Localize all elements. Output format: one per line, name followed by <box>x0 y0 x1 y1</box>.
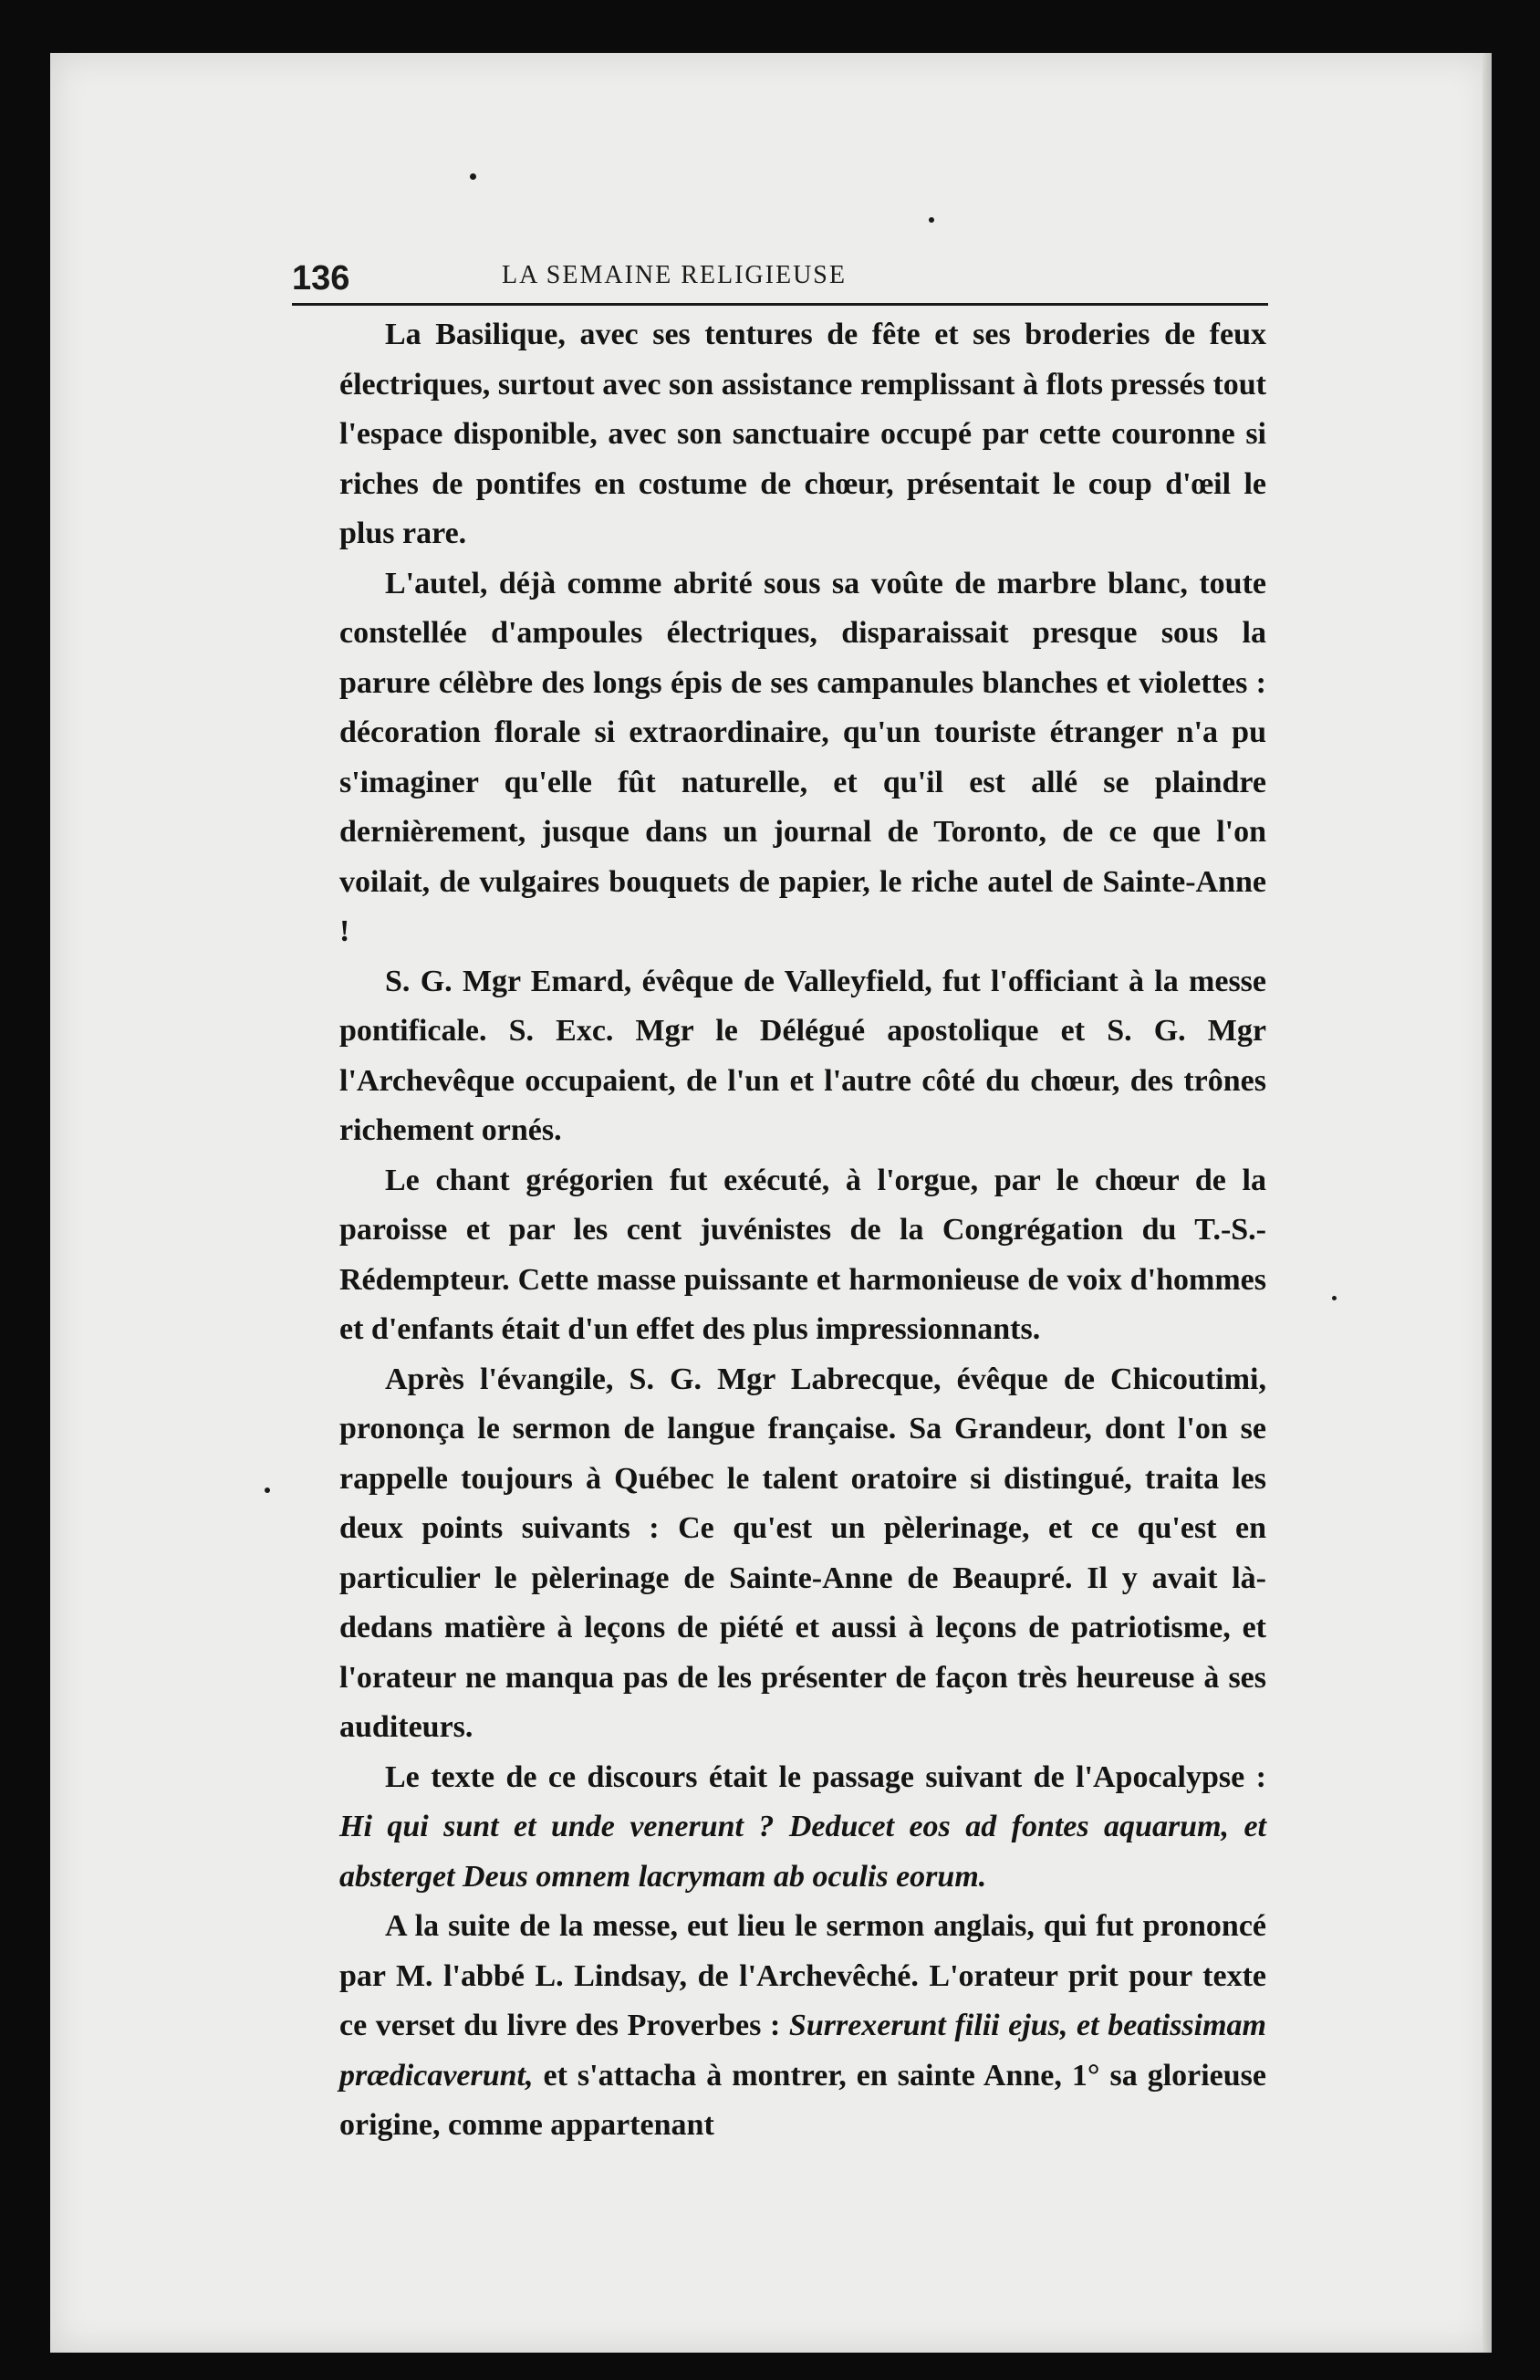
paragraph-sermon-anglais-text: A la suite de la messe, eut lieu le sermon anglais, qui fut prononcé par M. l'abbé L. Lindsay, de l'Archevêché. L'orateur prit pour texte ce verset du livre des Proverbes : <box>339 1909 1266 2042</box>
paragraph-officiant: S. G. Mgr Emard, évêque de Valleyfield, fut l'officiant à la messe pontificale. S. Exc. Mgr le Délégué apostolique et S. G. Mgr l'Archevêque occupaient, de l'un et l'autre côté du chœur, des trônes richement ornés. <box>339 964 1266 1147</box>
dust-speck <box>470 173 476 180</box>
page-edge <box>1483 53 1492 2353</box>
page-header <box>292 201 1268 298</box>
header-rule <box>292 303 1268 306</box>
latin-quotation: Hi qui sunt et unde venerunt ? Deducet eos ad fontes aquarum, et absterget Deus omnem lacrymam ab oculis eorum. <box>339 1810 1266 1894</box>
dust-speck <box>929 217 934 223</box>
paragraph-apocalypse-text: Le texte de ce discours était le passage suivant de l'Apocalypse : <box>385 1759 1266 1794</box>
latin-verse: Surrexerunt filii ejus, et beatissimam prædicaverunt, <box>339 2009 1266 2093</box>
paragraph-basilique: La Basilique, avec ses tentures de fête et ses broderies de feux électriques, surtout avec son assistance remplissant à flots pressés tout l'espace disponible, avec son sanctuaire occupé par cette couronne si riches de pontifes en costume de chœur, présentait le coup d'œil le plus rare. <box>339 318 1266 550</box>
paragraph-sermon-anglais <box>339 1902 1266 2151</box>
dust-speck <box>265 1488 270 1493</box>
paragraph-sermon-francais: Après l'évangile, S. G. Mgr Labrecque, évêque de Chicoutimi, prononça le sermon de langue française. Sa Grandeur, dont l'on se rappelle toujours à Québec le talent oratoire si distingué, traita les deux points suivants : Ce qu'est un pèlerinage, et ce qu'est en particulier le pèlerinage de Sainte-Anne de Beaupré. Il y avait là-dedans matière à leçons de piété et aussi à leçons de patriotisme, et l'orateur ne manqua pas de les présenter de façon très heureuse à ses auditeurs. <box>339 1362 1266 1744</box>
paragraph-sermon-anglais-tail: et s'attacha à montrer, en sainte Anne, 1° sa glorieuse origine, comme appartenant <box>339 2058 1266 2142</box>
paragraph-chant: Le chant grégorien fut exécuté, à l'orgue, par le chœur de la paroisse et par les cent juvénistes de la Congrégation du T.-S.-Rédempteur. Cette masse puissante et harmonieuse de voix d'hommes et d'enfants était d'un effet des plus impressionnants. <box>339 1163 1266 1346</box>
paragraph-autel: L'autel, déjà comme abrité sous sa voûte de marbre blanc, toute constellée d'ampoules électriques, disparaissait presque sous la parure célèbre des longs épis de ses campanules blanches et violettes : décoration florale si extraordinaire, qu'un touriste étranger n'a pu s'imaginer qu'elle fût naturelle, et qu'il est allé se plaindre dernièrement, jusque dans un journal de Toronto, de ce que l'on voilait, de vulgaires bouquets de papier, le riche autel de Sainte-Anne ! <box>339 566 1266 948</box>
running-title: LA SEMAINE RELIGIEUSE <box>502 261 847 289</box>
page-number: 136 <box>292 259 350 298</box>
article-body <box>339 310 1266 2151</box>
dust-speck <box>1332 1296 1337 1300</box>
paragraph-apocalypse <box>339 1753 1266 1903</box>
